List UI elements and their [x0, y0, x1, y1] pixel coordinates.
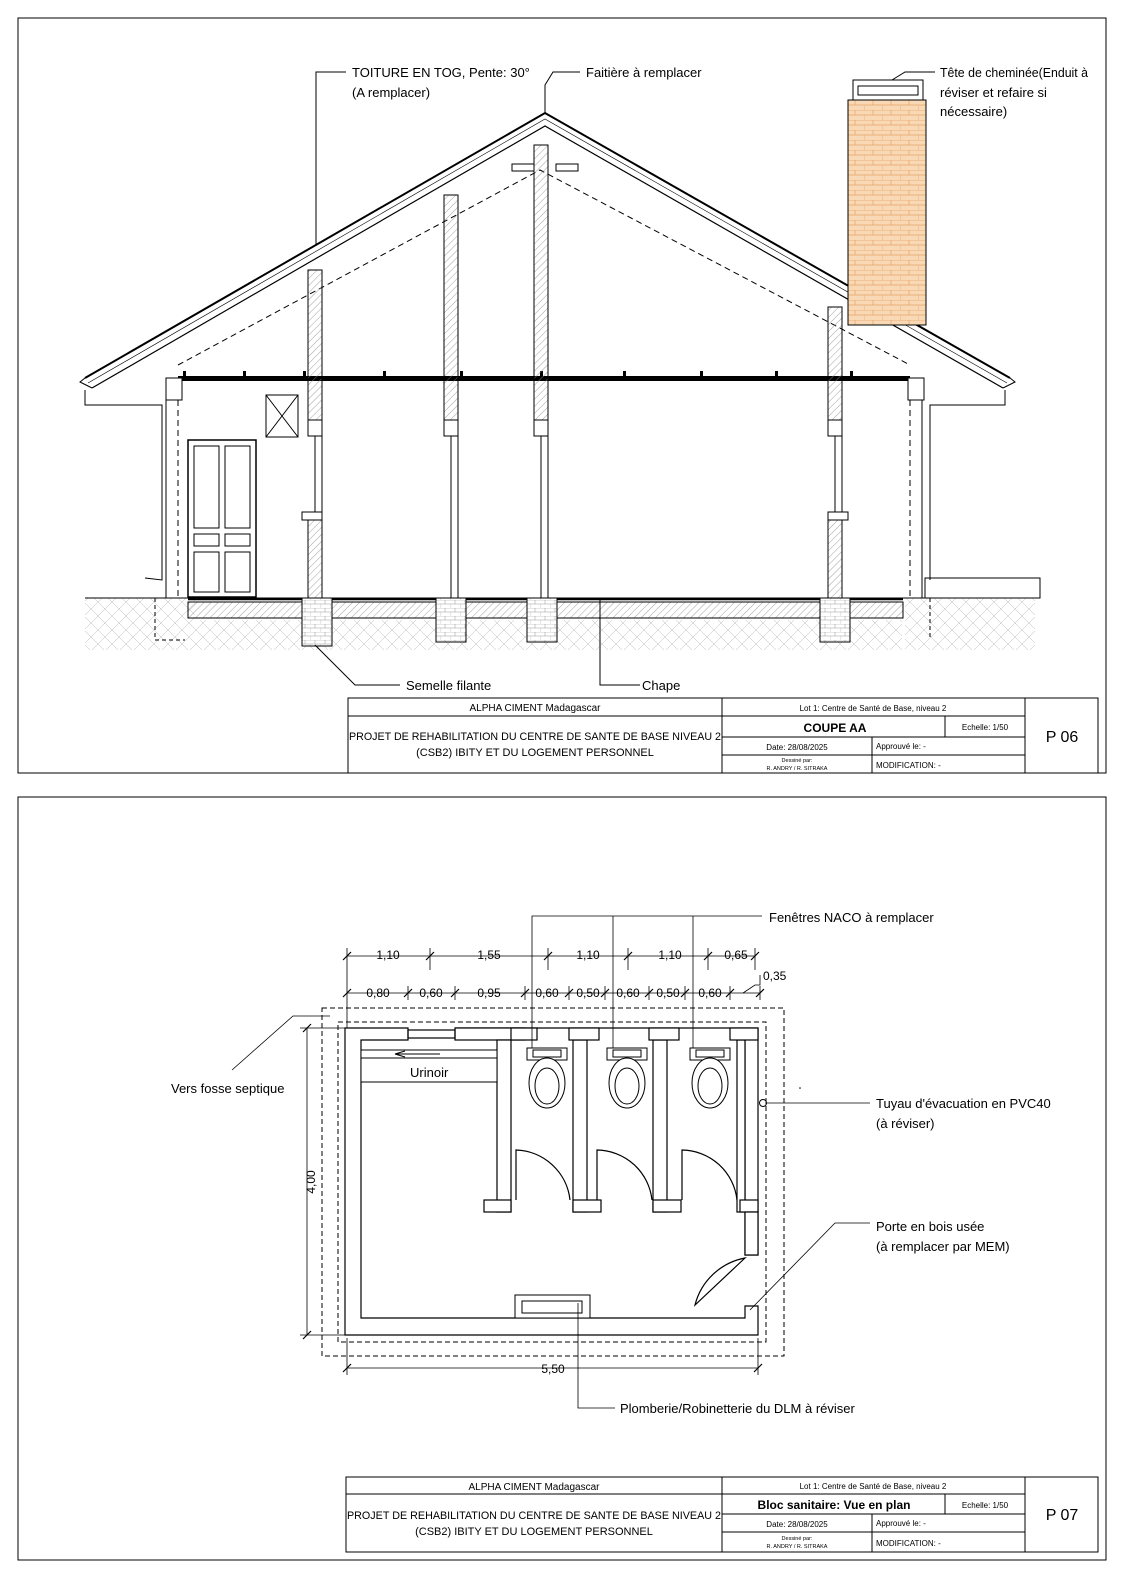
dim-row2-6: 0,60: [616, 986, 640, 1000]
scale-label: Echelle: 1/50: [961, 1501, 1009, 1510]
pipe-note-line2: (à réviser): [876, 1116, 935, 1131]
exterior-step: [925, 578, 1040, 598]
plumbing-note: Plomberie/Robinetterie du DLM à réviser: [620, 1401, 855, 1416]
project-title-line2: (CSB2) IBITY ET DU LOGEMENT PERSONNEL: [416, 747, 654, 759]
title-block-p07: [346, 1477, 1098, 1552]
lot-label: Lot 1: Centre de Santé de Base, niveau 2: [799, 704, 947, 713]
urinal-label: Urinoir: [410, 1065, 449, 1080]
lot-label: Lot 1: Centre de Santé de Base, niveau 2: [799, 1482, 947, 1491]
sheet-p07-frame: [18, 797, 1106, 1560]
dim-row2-7: 0,50: [656, 986, 680, 1000]
window-vent: [266, 395, 298, 437]
footing-note: Semelle filante: [406, 678, 492, 693]
company-name: ALPHA CIMENT Madagascar: [468, 1482, 600, 1493]
drawn-by-label: Dessiné par:: [781, 758, 813, 764]
date-label: Date: 28/08/2025: [766, 743, 828, 752]
door-note-line1: Porte en bois usée: [876, 1219, 985, 1234]
sheet-number: P 07: [1045, 1507, 1079, 1524]
dim-row2-1: 0,80: [366, 986, 390, 1000]
dim-row2-5: 0,50: [576, 986, 600, 1000]
sheet-p07: [18, 797, 1106, 1560]
windows-note: Fenêtres NACO à remplacer: [769, 910, 934, 925]
dim-top-4: 1,10: [658, 948, 682, 962]
drawing-title: COUPE AA: [803, 721, 867, 735]
project-title-line2: (CSB2) IBITY ET DU LOGEMENT PERSONNEL: [415, 1526, 653, 1538]
dim-top-5: 0,65: [724, 948, 748, 962]
door-note-line2: (à remplacer par MEM): [876, 1239, 1010, 1254]
title-block-p06: [348, 698, 1098, 773]
dim-top-2: 1,55: [477, 948, 501, 962]
date-label: Date: 28/08/2025: [766, 1520, 828, 1529]
dim-height: 4,00: [304, 1170, 318, 1194]
ridge-note: Faitière à remplacer: [586, 65, 702, 80]
door-swings: [516, 1150, 745, 1305]
chimney: [848, 80, 926, 325]
company-name: ALPHA CIMENT Madagascar: [469, 703, 601, 714]
sheet-p06: [18, 18, 1106, 773]
approved-label: Approuvé le: -: [876, 742, 926, 751]
door-elevation: [188, 440, 256, 597]
dim-width: 5,50: [541, 1362, 565, 1376]
chimney-note-line3: nécessaire): [940, 104, 1008, 119]
approved-label: Approuvé le: -: [876, 1519, 926, 1528]
dim-top-1: 1,10: [376, 948, 400, 962]
chimney-note-line1: Tête de cheminée(Enduit à: [940, 65, 1089, 80]
chimney-note-line2: réviser et refaire si: [940, 85, 1047, 100]
drawn-by: R. ANDRY / R. SITRAKA: [766, 1544, 828, 1550]
dim-top-3: 1,10: [576, 948, 600, 962]
dim-row2-3: 0,95: [477, 986, 501, 1000]
screed-note: Chape: [642, 678, 681, 693]
toilets: [527, 1048, 730, 1108]
project-title-line1: PROJET DE REHABILITATION DU CENTRE DE SANTE DE BASE NIVEAU 2: [347, 1510, 721, 1522]
scale-label: Echelle: 1/50: [961, 723, 1009, 732]
drawn-by-label: Dessiné par:: [781, 1536, 813, 1542]
roof-note-line1: TOITURE EN TOG, Pente: 30°: [352, 65, 530, 80]
project-title-line1: PROJET DE REHABILITATION DU CENTRE DE SANTE DE BASE NIVEAU 2: [349, 731, 721, 743]
drawn-by: R. ANDRY / R. SITRAKA: [766, 766, 828, 772]
roof-note-line2: (A remplacer): [352, 85, 431, 100]
modification-label: MODIFICATION: -: [876, 1539, 941, 1548]
septic-note: Vers fosse septique: [171, 1081, 285, 1096]
drawing-title: Bloc sanitaire: Vue en plan: [757, 1498, 911, 1512]
sheet-number: P 06: [1045, 729, 1079, 746]
dim-row2-4: 0,60: [535, 986, 559, 1000]
dim-row2-8: 0,60: [698, 986, 722, 1000]
modification-label: MODIFICATION: -: [876, 761, 941, 770]
pipe-note-line1: Tuyau d'évacuation en PVC40: [876, 1096, 1051, 1111]
dim-right-small: 0,35: [763, 969, 787, 983]
dim-row2-2: 0,60: [419, 986, 443, 1000]
